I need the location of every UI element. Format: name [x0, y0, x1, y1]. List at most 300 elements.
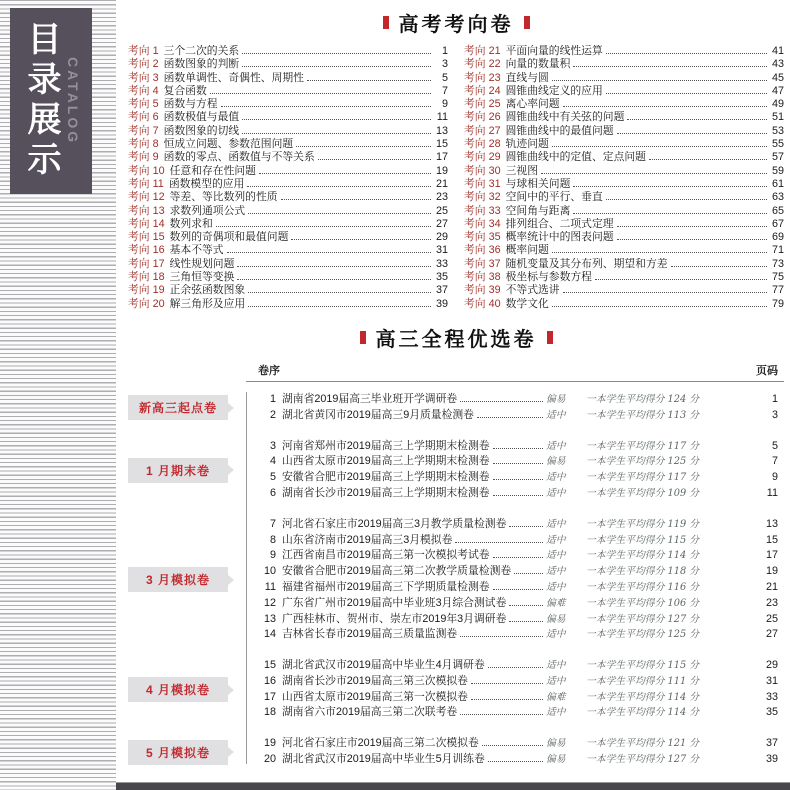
- dot-leader: [509, 526, 543, 527]
- volume-title: 湖北省武汉市2019届高中毕业生5月训练卷: [282, 753, 485, 766]
- dot-leader: [573, 66, 767, 67]
- volume-row: [258, 517, 778, 533]
- toc-entry: [128, 218, 448, 231]
- dot-leader: [242, 119, 431, 120]
- dot-leader: [247, 186, 431, 187]
- toc-entry-topic: 直线与圆: [505, 71, 549, 84]
- average-score: 一本学生平均得分 113 分: [586, 409, 700, 421]
- toc-entry-page: 63: [771, 191, 784, 204]
- group-label-area: [128, 658, 246, 721]
- difficulty-label: 适中: [546, 518, 566, 530]
- volume-number: 17: [263, 690, 276, 703]
- volume-number: 6: [269, 486, 276, 499]
- catalog-banner: [10, 8, 92, 194]
- volume-title: 湖南省长沙市2019届高三第三次模拟卷: [282, 674, 468, 687]
- dot-leader: [242, 133, 431, 134]
- toc-entry-label: 考向 23: [464, 71, 501, 84]
- volume-assessment: [546, 596, 752, 612]
- volume-assessment: [546, 658, 752, 674]
- volume-title: 湖北省武汉市2019届高中毕业生4月调研卷: [282, 659, 485, 672]
- volume-assessment: [546, 690, 752, 706]
- toc-entry-page: 79: [771, 297, 784, 310]
- toc-entry: [128, 138, 448, 151]
- toc-entry: [128, 58, 448, 71]
- dot-leader: [242, 66, 431, 67]
- volume-title: 湖南省2019届高三毕业班开学调研卷: [282, 392, 458, 405]
- group-tag-label: 5 月模拟卷: [145, 745, 210, 760]
- toc-entry: [128, 298, 448, 311]
- toc-entry: [464, 58, 784, 71]
- toc-entry-page: 21: [435, 177, 448, 190]
- dot-leader: [617, 226, 767, 227]
- toc-entry-label: 考向 30: [464, 164, 501, 177]
- toc-entry-label: 考向 15: [128, 231, 165, 244]
- toc-entry-label: 考向 18: [128, 271, 165, 284]
- toc-entry: [128, 205, 448, 218]
- toc-entry-page: 75: [771, 271, 784, 284]
- toc-entry-label: 考向 26: [464, 111, 501, 124]
- toc-entry-topic: 与球相关问题: [505, 177, 571, 190]
- toc-entry-label: 考向 35: [464, 231, 501, 244]
- group-label-area: [128, 392, 246, 424]
- dot-leader: [617, 239, 767, 240]
- toc-entry: [128, 271, 448, 284]
- kaoxiang-toc: [128, 45, 784, 311]
- toc-entry-label: 考向 28: [464, 138, 501, 151]
- dot-leader: [493, 448, 543, 449]
- toc-entry-topic: 概率问题: [505, 244, 549, 257]
- toc-entry-page: 31: [435, 244, 448, 257]
- toc-entry-topic: 轨迹问题: [505, 138, 549, 151]
- dot-leader: [307, 80, 431, 81]
- toc-entry-page: 57: [771, 151, 784, 164]
- title-right-mark: [524, 16, 530, 29]
- dot-leader: [318, 159, 431, 160]
- volume-row: [258, 486, 778, 502]
- average-score: 一本学生平均得分 119 分: [586, 518, 700, 530]
- dot-leader: [291, 239, 431, 240]
- volume-row: [258, 690, 778, 706]
- toc-entry-topic: 空间中的平行、垂直: [505, 191, 603, 204]
- volume-title: 湖南省长沙市2019届高三上学期期末检测卷: [282, 486, 490, 499]
- average-score: 一本学生平均得分 114 分: [586, 691, 700, 703]
- volume-number: 9: [269, 549, 276, 562]
- group-tag-label: 4 月模拟卷: [145, 683, 210, 698]
- toc-entry-label: 考向 33: [464, 204, 501, 217]
- average-score: 一本学生平均得分 117 分: [586, 440, 700, 452]
- catalog-subtitle: CATALOG: [65, 56, 81, 146]
- toc-entry-page: 11: [436, 111, 448, 124]
- dot-leader: [242, 53, 431, 54]
- dot-leader: [281, 199, 431, 200]
- group-tag-label: 3 月模拟卷: [145, 573, 210, 588]
- volume-page: 31: [765, 674, 778, 687]
- volume-assessment: [546, 517, 752, 533]
- title-left-mark: [360, 331, 366, 344]
- volume-number: 16: [263, 674, 276, 687]
- toc-entry-label: 考向 9: [128, 151, 159, 164]
- toc-entry-label: 考向 39: [464, 284, 501, 297]
- dot-leader: [482, 745, 543, 746]
- group-label-area: [128, 439, 246, 502]
- toc-entry-page: 59: [771, 164, 784, 177]
- toc-entry-label: 考向 13: [128, 204, 165, 217]
- toc-entry-label: 考向 21: [464, 45, 501, 57]
- dot-leader: [460, 714, 543, 715]
- volume-row: [258, 470, 778, 486]
- difficulty-label: 适中: [546, 487, 566, 499]
- toc-entry: [464, 98, 784, 111]
- toc-entry-page: 43: [771, 58, 784, 71]
- volume-title: 山东省济南市2019届高三3月模拟卷: [282, 533, 453, 546]
- toc-entry-page: 23: [435, 191, 448, 204]
- dot-leader: [210, 93, 431, 94]
- toc-entry-topic: 函数极值与最值: [163, 111, 240, 124]
- toc-entry-label: 考向 14: [128, 217, 165, 230]
- volume-number: 13: [263, 612, 276, 625]
- toc-entry-label: 考向 40: [464, 297, 501, 310]
- dot-leader: [259, 173, 431, 174]
- toc-entry: [464, 125, 784, 138]
- toc-entry-label: 考向 7: [128, 124, 159, 137]
- volume-title: 湖北省黄冈市2019届高三9月质量检测卷: [282, 408, 474, 421]
- average-score: 一本学生平均得分 114 分: [586, 707, 700, 719]
- dot-leader: [221, 106, 431, 107]
- toc-entry: [128, 284, 448, 297]
- toc-entry-topic: 排列组合、二项式定理: [505, 217, 614, 230]
- toc-entry-topic: 向量的数量积: [505, 58, 571, 71]
- volume-group-start: [128, 392, 784, 424]
- volume-group-may-mock: [128, 736, 784, 768]
- toc-entry: [128, 258, 448, 271]
- average-score: 一本学生平均得分 127 分: [586, 613, 700, 625]
- toc-entry-topic: 随机变量及其分布列、期望和方差: [505, 257, 668, 270]
- toc-entry-topic: 函数图象的判断: [163, 58, 240, 71]
- toc-entry-topic: 等差、等比数列的性质: [169, 191, 278, 204]
- toc-entry-topic: 任意和存在性问题: [169, 164, 256, 177]
- toc-entry: [464, 165, 784, 178]
- toc-entry: [464, 284, 784, 297]
- toc-entry: [464, 271, 784, 284]
- toc-entry-page: 67: [771, 217, 784, 230]
- volume-page: 23: [765, 596, 778, 609]
- toc-entry-page: 61: [771, 177, 784, 190]
- toc-entry-topic: 函数单调性、奇偶性、周期性: [163, 71, 304, 84]
- difficulty-label: 偏难: [546, 691, 566, 703]
- toc-entry-label: 考向 25: [464, 98, 501, 111]
- volume-title: 河北省石家庄市2019届高三3月教学质量检测卷: [282, 517, 507, 530]
- toc-entry-label: 考向 29: [464, 151, 501, 164]
- toc-entry-label: 考向 20: [128, 297, 165, 310]
- volume-row: [258, 564, 778, 580]
- dot-leader: [493, 589, 543, 590]
- average-score: 一本学生平均得分 111 分: [586, 675, 700, 687]
- volume-assessment: [546, 486, 752, 502]
- volume-page: 25: [765, 612, 778, 625]
- toc-entry-page: 71: [771, 244, 784, 257]
- difficulty-label: 偏易: [546, 613, 566, 625]
- dot-leader: [606, 199, 767, 200]
- average-score: 一本学生平均得分 115 分: [586, 534, 700, 546]
- volume-group-jan-final: [128, 439, 784, 502]
- toc-entry: [128, 111, 448, 124]
- toc-entry: [464, 178, 784, 191]
- volume-row: [258, 580, 778, 596]
- difficulty-label: 适中: [546, 440, 566, 452]
- volume-number: 15: [263, 659, 276, 672]
- toc-entry: [128, 98, 448, 111]
- difficulty-label: 偏易: [546, 456, 566, 468]
- toc-entry: [128, 125, 448, 138]
- dot-leader: [595, 279, 767, 280]
- toc-entry-page: 49: [771, 98, 784, 111]
- toc-entry-topic: 空间角与距离: [505, 204, 571, 217]
- dot-leader: [493, 479, 543, 480]
- toc-entry-page: 5: [441, 71, 448, 84]
- difficulty-label: 偏易: [546, 738, 566, 750]
- toc-entry: [464, 138, 784, 151]
- group-tag: [128, 395, 228, 420]
- volume-number: 18: [263, 706, 276, 719]
- volume-table-header: [246, 362, 784, 382]
- group-rows: [246, 439, 784, 502]
- dot-leader: [471, 683, 543, 684]
- difficulty-label: 适中: [546, 472, 566, 484]
- toc-entry: [464, 218, 784, 231]
- group-rows: [246, 658, 784, 721]
- volume-title: 广西桂林市、贺州市、崇左市2019年3月调研卷: [282, 612, 507, 625]
- dot-leader: [573, 213, 767, 214]
- volume-page: 21: [765, 580, 778, 593]
- volume-row: [258, 736, 778, 752]
- average-score: 一本学生平均得分 114 分: [586, 550, 700, 562]
- group-rows: [246, 517, 784, 643]
- header-page-number: 页码: [756, 364, 778, 377]
- volume-assessment: [546, 736, 752, 752]
- dot-leader: [552, 306, 767, 307]
- toc-entry-topic: 解三角形及应用: [169, 297, 246, 310]
- toc-entry: [464, 111, 784, 124]
- volume-group-mar-mock: [128, 517, 784, 643]
- toc-entry-topic: 线性规划问题: [169, 257, 235, 270]
- dot-leader: [248, 213, 431, 214]
- dot-leader: [477, 417, 543, 418]
- toc-entry: [464, 191, 784, 204]
- difficulty-label: 偏易: [546, 393, 566, 405]
- volume-row: [258, 548, 778, 564]
- toc-entry-label: 考向 38: [464, 271, 501, 284]
- toc-entry-topic: 恒成立问题、参数范围问题: [163, 138, 294, 151]
- toc-entry-topic: 复合函数: [163, 84, 207, 97]
- difficulty-label: 适中: [546, 550, 566, 562]
- toc-entry-page: 9: [441, 98, 448, 111]
- volume-page: 27: [765, 628, 778, 641]
- toc-entry: [464, 298, 784, 311]
- toc-entry: [128, 85, 448, 98]
- volume-number: 3: [269, 439, 276, 452]
- average-score: 一本学生平均得分 109 分: [586, 487, 700, 499]
- toc-entry-label: 考向 17: [128, 257, 165, 270]
- group-rows: [246, 736, 784, 768]
- volume-page: 39: [765, 753, 778, 766]
- dot-leader: [248, 306, 431, 307]
- toc-entry-label: 考向 37: [464, 257, 501, 270]
- toc-entry: [128, 178, 448, 191]
- volume-page: 5: [771, 439, 778, 452]
- dot-leader: [493, 557, 543, 558]
- toc-entry-label: 考向 11: [128, 177, 164, 190]
- header-volume-order: 卷序: [258, 364, 280, 377]
- dot-leader: [552, 80, 767, 81]
- content-page: [122, 0, 790, 790]
- difficulty-label: 适中: [546, 409, 566, 421]
- kaoxiang-toc-right-column: [464, 45, 784, 311]
- volume-title: 福建省福州市2019届高三下学期质量检测卷: [282, 580, 490, 593]
- volume-number: 8: [269, 533, 276, 546]
- dot-leader: [606, 53, 767, 54]
- dot-leader: [552, 252, 767, 253]
- toc-entry: [128, 45, 448, 58]
- toc-entry-topic: 三视图: [505, 164, 538, 177]
- volume-page: 17: [765, 549, 778, 562]
- volume-assessment: [546, 548, 752, 564]
- volume-number: 1: [269, 392, 276, 405]
- group-label-area: [128, 736, 246, 768]
- toc-entry-label: 考向 10: [128, 164, 165, 177]
- toc-entry-page: 25: [435, 204, 448, 217]
- dot-leader: [296, 146, 431, 147]
- volume-assessment: [546, 392, 752, 408]
- dot-leader: [488, 761, 543, 762]
- volume-row: [258, 612, 778, 628]
- toc-entry-page: 15: [435, 138, 448, 151]
- title-right-mark: [547, 331, 553, 344]
- toc-entry-page: 45: [771, 71, 784, 84]
- average-score: 一本学生平均得分 116 分: [586, 581, 700, 593]
- toc-entry-page: 39: [435, 297, 448, 310]
- toc-entry-topic: 函数图象的切线: [163, 124, 240, 137]
- toc-entry-label: 考向 12: [128, 191, 165, 204]
- dot-leader: [563, 292, 767, 293]
- average-score: 一本学生平均得分 127 分: [586, 754, 700, 766]
- dot-leader: [671, 266, 767, 267]
- toc-entry-page: 13: [435, 124, 448, 137]
- volume-number: 4: [269, 455, 276, 468]
- volume-number: 20: [263, 753, 276, 766]
- volume-title: 安徽省合肥市2019届高三第二次教学质量检测卷: [282, 565, 512, 578]
- toc-entry-label: 考向 6: [128, 111, 159, 124]
- toc-entry-topic: 三角恒等变换: [169, 271, 235, 284]
- volume-page: 19: [765, 565, 778, 578]
- section1-title: 高考考向卷: [398, 14, 514, 36]
- average-score: 一本学生平均得分 115 分: [586, 660, 700, 672]
- dot-leader: [493, 463, 543, 464]
- dot-leader: [471, 699, 543, 700]
- volume-page: 37: [765, 737, 778, 750]
- toc-entry-page: 51: [771, 111, 784, 124]
- toc-entry-label: 考向 19: [128, 284, 165, 297]
- dot-leader: [488, 667, 543, 668]
- volume-title: 山西省太原市2019届高三上学期期末检测卷: [282, 455, 490, 468]
- volume-title: 河南省郑州市2019届高三上学期期末检测卷: [282, 439, 490, 452]
- volume-number: 12: [263, 596, 276, 609]
- title-left-mark: [383, 16, 389, 29]
- volume-assessment: [546, 470, 752, 486]
- toc-entry-page: 19: [435, 164, 448, 177]
- toc-entry-page: 33: [435, 257, 448, 270]
- difficulty-label: 适中: [546, 581, 566, 593]
- difficulty-label: 适中: [546, 566, 566, 578]
- toc-entry-topic: 平面向量的线性运算: [505, 45, 603, 57]
- toc-entry-label: 考向 5: [128, 98, 159, 111]
- section1-title-row: [128, 8, 784, 37]
- toc-entry-topic: 圆锥曲线定义的应用: [505, 84, 603, 97]
- dot-leader: [460, 636, 543, 637]
- toc-entry-label: 考向 4: [128, 84, 159, 97]
- dot-leader: [573, 186, 767, 187]
- dot-leader: [563, 106, 767, 107]
- toc-entry: [464, 72, 784, 85]
- average-score: 一本学生平均得分 118 分: [586, 566, 700, 578]
- toc-entry-topic: 概率统计中的图表问题: [505, 231, 614, 244]
- toc-entry: [464, 151, 784, 164]
- dot-leader: [216, 226, 431, 227]
- volume-assessment: [546, 580, 752, 596]
- volume-number: 19: [263, 737, 276, 750]
- toc-entry-page: 3: [441, 58, 448, 71]
- toc-entry: [464, 258, 784, 271]
- toc-entry: [464, 231, 784, 244]
- toc-entry-topic: 正余弦函数图象: [169, 284, 246, 297]
- average-score: 一本学生平均得分 121 分: [586, 738, 700, 750]
- volume-group-apr-mock: [128, 658, 784, 721]
- toc-entry-page: 65: [771, 204, 784, 217]
- toc-entry: [464, 85, 784, 98]
- volume-row: [258, 454, 778, 470]
- group-tag: [128, 740, 228, 765]
- toc-entry-label: 考向 3: [128, 71, 159, 84]
- toc-entry-page: 77: [771, 284, 784, 297]
- toc-entry-topic: 圆锥曲线中的定值、定点问题: [505, 151, 646, 164]
- volume-number: 7: [269, 517, 276, 530]
- difficulty-label: 适中: [546, 629, 566, 641]
- toc-entry: [464, 45, 784, 58]
- toc-entry: [464, 244, 784, 257]
- toc-entry-topic: 函数的零点、函数值与不等关系: [163, 151, 315, 164]
- volume-title: 山西省太原市2019届高三第一次模拟卷: [282, 690, 468, 703]
- toc-entry-topic: 函数模型的应用: [168, 177, 245, 190]
- volume-number: 14: [263, 628, 276, 641]
- toc-entry-label: 考向 31: [464, 177, 501, 190]
- dot-leader: [493, 495, 543, 496]
- toc-entry: [464, 205, 784, 218]
- average-score: 一本学生平均得分 125 分: [586, 456, 700, 468]
- toc-entry: [128, 231, 448, 244]
- toc-entry: [128, 244, 448, 257]
- dot-leader: [606, 93, 767, 94]
- toc-entry-topic: 数列的奇偶项和最值问题: [169, 231, 289, 244]
- dot-leader: [649, 159, 767, 160]
- dot-leader: [237, 279, 431, 280]
- group-tag: [128, 567, 228, 592]
- toc-entry-label: 考向 36: [464, 244, 501, 257]
- volume-page: 3: [771, 408, 778, 421]
- volume-page: 15: [765, 533, 778, 546]
- group-tag: [128, 458, 228, 483]
- volume-row: [258, 596, 778, 612]
- dot-leader: [617, 133, 767, 134]
- toc-entry-topic: 圆锥曲线中有关弦的问题: [505, 111, 625, 124]
